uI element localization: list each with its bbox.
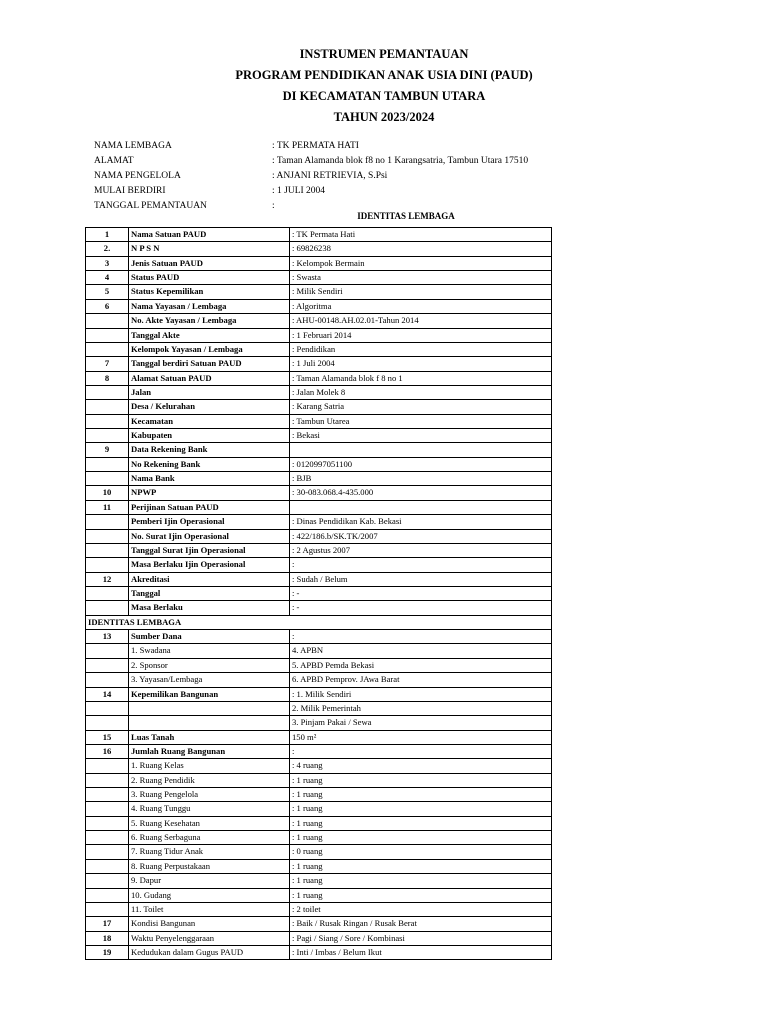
table-row: [86, 859, 552, 873]
info-value: : TK PERMATA HATI: [272, 141, 359, 151]
row-label: Masa Berlaku: [129, 601, 290, 615]
table-row: [86, 816, 552, 830]
row-number: [86, 902, 129, 916]
row-label: NPWP: [129, 486, 290, 500]
row-number: 13: [86, 630, 129, 644]
row-number: 19: [86, 945, 129, 959]
row-label: [129, 701, 290, 715]
table-row: [86, 529, 552, 543]
info-label: TANGGAL PEMANTAUAN: [94, 201, 207, 211]
row-value: : -: [290, 586, 552, 600]
table-row: [86, 256, 552, 270]
row-label: 2. Ruang Pendidik: [129, 773, 290, 787]
row-value: : 1 ruang: [290, 802, 552, 816]
row-label: Nama Bank: [129, 472, 290, 486]
row-label: Tanggal Surat Ijin Operasional: [129, 543, 290, 557]
table-row: [86, 658, 552, 672]
row-value: : 1 ruang: [290, 888, 552, 902]
table-row: [86, 443, 552, 457]
info-row-mulai-berdiri: [94, 184, 594, 199]
row-value: : Milik Sendiri: [290, 285, 552, 299]
row-label: 1. Ruang Kelas: [129, 759, 290, 773]
row-label: Akreditasi: [129, 572, 290, 586]
row-number: 4: [86, 271, 129, 285]
table-row: [86, 744, 552, 758]
row-value: : 69826238: [290, 242, 552, 256]
table-row: [86, 673, 552, 687]
row-value: :: [290, 744, 552, 758]
table-row: [86, 400, 552, 414]
row-label: 2. Sponsor: [129, 658, 290, 672]
row-label: Kedudukan dalam Gugus PAUD: [129, 945, 290, 959]
row-number: [86, 414, 129, 428]
identity-table: [85, 227, 552, 960]
row-label: Masa Berlaku Ijin Operasional: [129, 558, 290, 572]
row-number: 11: [86, 500, 129, 514]
row-label: N P S N: [129, 242, 290, 256]
title-line-1: INSTRUMEN PEMANTAUAN: [299, 47, 469, 61]
row-label: Status PAUD: [129, 271, 290, 285]
title-line-2: PROGRAM PENDIDIKAN ANAK USIA DINI (PAUD): [235, 68, 533, 82]
row-label: No Rekening Bank: [129, 457, 290, 471]
row-label: 3. Yayasan/Lembaga: [129, 673, 290, 687]
row-number: 3: [86, 256, 129, 270]
table-row: [86, 601, 552, 615]
row-value: :: [290, 630, 552, 644]
row-number: [86, 831, 129, 845]
row-value: : TK Permata Hati: [290, 228, 552, 242]
table-row: [86, 773, 552, 787]
row-value: : 1. Milik Sendiri: [290, 687, 552, 701]
info-value: : 1 JULI 2004: [272, 186, 326, 196]
info-value: : ANJANI RETRIEVIA, S.Psi: [272, 171, 388, 181]
table-row: [86, 385, 552, 399]
row-number: 17: [86, 917, 129, 931]
row-number: [86, 701, 129, 715]
row-value: : Swasta: [290, 271, 552, 285]
info-label: NAMA LEMBAGA: [94, 141, 172, 151]
row-label: Kabupaten: [129, 429, 290, 443]
row-value: : Algoritma: [290, 299, 552, 313]
row-value: : 0120997051100: [290, 457, 552, 471]
table-row: [86, 701, 552, 715]
row-number: [86, 314, 129, 328]
row-value: : Bekasi: [290, 429, 552, 443]
row-number: [86, 888, 129, 902]
row-number: [86, 759, 129, 773]
row-label: Kelompok Yayasan / Lembaga: [129, 342, 290, 356]
row-value: :: [290, 558, 552, 572]
row-value: : Karang Satria: [290, 400, 552, 414]
row-number: [86, 673, 129, 687]
row-number: 16: [86, 744, 129, 758]
table-row: [86, 429, 552, 443]
table-row: [86, 515, 552, 529]
row-number: [86, 586, 129, 600]
title-line-4: TAHUN 2023/2024: [333, 110, 435, 124]
table-row: [86, 500, 552, 514]
row-label: Tanggal berdiri Satuan PAUD: [129, 357, 290, 371]
table-row: [86, 831, 552, 845]
row-value: : Kelompok Bermain: [290, 256, 552, 270]
table-row: [86, 314, 552, 328]
table-row: [86, 788, 552, 802]
row-label: Alamat Satuan PAUD: [129, 371, 290, 385]
row-label: Kecamatan: [129, 414, 290, 428]
row-number: [86, 716, 129, 730]
title-line-3: DI KECAMATAN TAMBUN UTARA: [282, 89, 486, 103]
row-number: [86, 429, 129, 443]
row-label: Status Kepemilikan: [129, 285, 290, 299]
row-number: [86, 400, 129, 414]
table-row: [86, 730, 552, 744]
row-number: [86, 773, 129, 787]
row-number: 9: [86, 443, 129, 457]
row-label: 10. Gudang: [129, 888, 290, 902]
table-row: [86, 917, 552, 931]
row-value: : Baik / Rusak Ringan / Rusak Berat: [290, 917, 552, 931]
row-value: : 1 ruang: [290, 788, 552, 802]
row-value: : 30-083.068.4-435.000: [290, 486, 552, 500]
row-value: 5. APBD Pemda Bekasi: [290, 658, 552, 672]
row-value: : Pagi / Siang / Sore / Kombinasi: [290, 931, 552, 945]
table-row: [86, 486, 552, 500]
row-label: Nama Satuan PAUD: [129, 228, 290, 242]
row-value: : Sudah / Belum: [290, 572, 552, 586]
row-number: 8: [86, 371, 129, 385]
table-row: [86, 299, 552, 313]
row-number: 6: [86, 299, 129, 313]
info-row-nama-lembaga: [94, 139, 594, 154]
table-row: [86, 644, 552, 658]
row-label: Perijinan Satuan PAUD: [129, 500, 290, 514]
info-value: : Taman Alamanda blok f8 no 1 Karangsatria, Tambun Utara 17510: [272, 156, 529, 166]
info-row-alamat: [94, 154, 594, 169]
row-value: 6. APBD Pemprov. JAwa Barat: [290, 673, 552, 687]
row-value: : Taman Alamanda blok f 8 no 1: [290, 371, 552, 385]
row-value: : 0 ruang: [290, 845, 552, 859]
row-value: : AHU-00148.AH.02.01-Tahun 2014: [290, 314, 552, 328]
row-number: 7: [86, 357, 129, 371]
table-row: [86, 874, 552, 888]
row-label: 8. Ruang Perpustakaan: [129, 859, 290, 873]
row-number: 14: [86, 687, 129, 701]
row-number: [86, 874, 129, 888]
table-row: [86, 687, 552, 701]
info-value: :: [272, 201, 275, 211]
row-number: [86, 644, 129, 658]
row-value: : Dinas Pendidikan Kab. Bekasi: [290, 515, 552, 529]
row-label: Pemberi Ijin Operasional: [129, 515, 290, 529]
table-row: [86, 888, 552, 902]
row-number: [86, 529, 129, 543]
table-section-header: IDENTITAS LEMBAGA: [86, 615, 552, 629]
row-label: No. Surat Ijin Operasional: [129, 529, 290, 543]
row-number: [86, 802, 129, 816]
row-label: Tanggal Akte: [129, 328, 290, 342]
row-number: [86, 515, 129, 529]
row-number: [86, 816, 129, 830]
table-row: [86, 759, 552, 773]
row-label: Sumber Dana: [129, 630, 290, 644]
row-label: Jalan: [129, 385, 290, 399]
row-number: 5: [86, 285, 129, 299]
table-row: [86, 371, 552, 385]
row-number: [86, 328, 129, 342]
row-value: : Tambun Utarea: [290, 414, 552, 428]
row-number: 12: [86, 572, 129, 586]
table-row: [86, 342, 552, 356]
row-value: : 2 toilet: [290, 902, 552, 916]
table-row: [86, 285, 552, 299]
row-value: : 1 ruang: [290, 816, 552, 830]
table-row: [86, 228, 552, 242]
row-label: Jumlah Ruang Bangunan: [129, 744, 290, 758]
row-value: : Inti / Imbas / Belum Ikut: [290, 945, 552, 959]
table-row: [86, 615, 552, 629]
row-number: [86, 658, 129, 672]
row-value: 3. Pinjam Pakai / Sewa: [290, 716, 552, 730]
row-label: 7. Ruang Tidur Anak: [129, 845, 290, 859]
row-number: 15: [86, 730, 129, 744]
row-value: : 422/186.b/SK.TK/2007: [290, 529, 552, 543]
row-label: Nama Yayasan / Lembaga: [129, 299, 290, 313]
row-label: Kondisi Bangunan: [129, 917, 290, 931]
table-row: [86, 902, 552, 916]
row-label: Desa / Kelurahan: [129, 400, 290, 414]
row-label: Waktu Penyelenggaraan: [129, 931, 290, 945]
table-row: [86, 414, 552, 428]
row-value: : 1 ruang: [290, 859, 552, 873]
row-value: 4. APBN: [290, 644, 552, 658]
row-value: : 1 ruang: [290, 874, 552, 888]
row-label: 3. Ruang Pengelola: [129, 788, 290, 802]
table-row: [86, 457, 552, 471]
table-row: [86, 543, 552, 557]
row-value: : Jalan Molek 8: [290, 385, 552, 399]
row-number: 2.: [86, 242, 129, 256]
row-label: 11. Toilet: [129, 902, 290, 916]
row-value: : BJB: [290, 472, 552, 486]
row-number: [86, 601, 129, 615]
table-row: [86, 802, 552, 816]
table-row: [86, 716, 552, 730]
table-row: [86, 945, 552, 959]
row-label: 9. Dapur: [129, 874, 290, 888]
info-row-nama-pengelola: [94, 169, 594, 184]
document-title-block: [0, 44, 768, 128]
row-label: [129, 716, 290, 730]
row-value: : 1 ruang: [290, 773, 552, 787]
table-row: [86, 586, 552, 600]
row-number: [86, 472, 129, 486]
table-row: [86, 357, 552, 371]
row-label: Data Rekening Bank: [129, 443, 290, 457]
table-row: [86, 845, 552, 859]
table-row: [86, 931, 552, 945]
row-value: : Pendidikan: [290, 342, 552, 356]
row-number: [86, 558, 129, 572]
row-value: [290, 443, 552, 457]
row-label: Tanggal: [129, 586, 290, 600]
row-number: [86, 385, 129, 399]
row-label: Kepemilikan Bangunan: [129, 687, 290, 701]
table-row: [86, 242, 552, 256]
row-label: Jenis Satuan PAUD: [129, 256, 290, 270]
table-row: [86, 472, 552, 486]
row-number: [86, 543, 129, 557]
row-number: [86, 342, 129, 356]
row-label: 5. Ruang Kesehatan: [129, 816, 290, 830]
row-label: 4. Ruang Tunggu: [129, 802, 290, 816]
row-label: 6. Ruang Serbaguna: [129, 831, 290, 845]
row-value: : 2 Agustus 2007: [290, 543, 552, 557]
row-value: 2. Milik Pemerintah: [290, 701, 552, 715]
table-row: [86, 558, 552, 572]
row-number: 1: [86, 228, 129, 242]
table-row: [86, 572, 552, 586]
row-value: 150 m²: [290, 730, 552, 744]
row-number: 18: [86, 931, 129, 945]
row-label: 1. Swadana: [129, 644, 290, 658]
section-title: IDENTITAS LEMBAGA: [357, 211, 455, 221]
row-value: [290, 500, 552, 514]
row-number: [86, 845, 129, 859]
info-label: ALAMAT: [94, 156, 134, 166]
table-row: [86, 271, 552, 285]
row-value: : 1 ruang: [290, 831, 552, 845]
row-value: : 1 Februari 2014: [290, 328, 552, 342]
row-label: No. Akte Yayasan / Lembaga: [129, 314, 290, 328]
info-label: NAMA PENGELOLA: [94, 171, 181, 181]
row-number: [86, 859, 129, 873]
institution-info: [94, 139, 594, 214]
table-row: [86, 630, 552, 644]
row-value: : -: [290, 601, 552, 615]
row-label: Luas Tanah: [129, 730, 290, 744]
row-number: [86, 457, 129, 471]
row-value: : 1 Juli 2004: [290, 357, 552, 371]
row-number: 10: [86, 486, 129, 500]
info-label: MULAI BERDIRI: [94, 186, 166, 196]
row-number: [86, 788, 129, 802]
row-value: : 4 ruang: [290, 759, 552, 773]
table-row: [86, 328, 552, 342]
